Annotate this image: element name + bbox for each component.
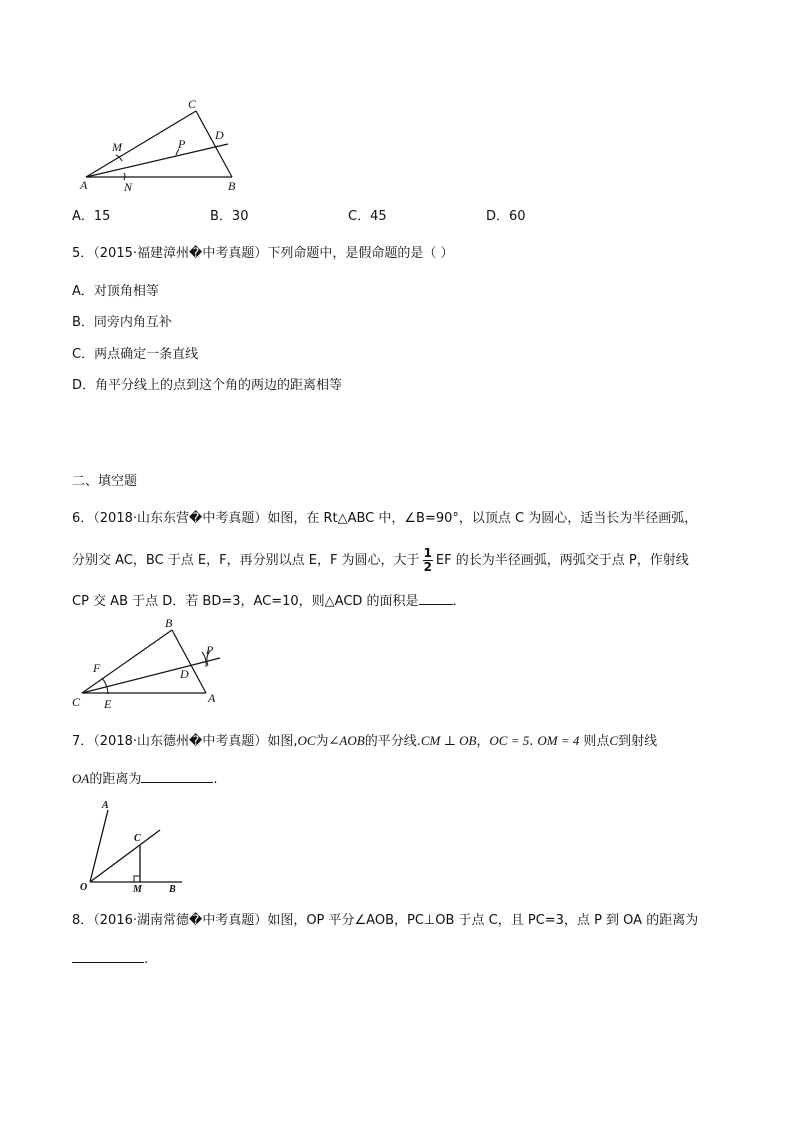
- q6-fraction-half: [423, 547, 433, 574]
- q4-label-M: M: [112, 140, 122, 154]
- q7-angle-AOB: ∠AOB: [328, 733, 365, 748]
- q8-answer-blank[interactable]: [72, 950, 144, 963]
- q7-C: C: [609, 733, 619, 748]
- q6-line2-end: EF 的长为半径画弧，两弧交于点 P，作射线: [435, 553, 689, 568]
- q6-label-F: F: [93, 661, 101, 675]
- q6-fraction-denominator: 2: [423, 560, 432, 574]
- q7-label-C: C: [134, 833, 141, 844]
- q4-label-D: D: [215, 128, 224, 142]
- q6-line3-text: CP 交 AB 于点 D．若 BD=3，AC=10，则△ACD 的面积是: [72, 594, 419, 609]
- q6-line1: 6．（2018·山东东营�中考真题）如图，在 Rt△ABC 中，∠B=90°，以顶点 C 为圆心，适当长为半径画弧，: [72, 511, 698, 526]
- q7-OM-eq: OM = 4: [537, 733, 580, 748]
- q4-label-C: C: [188, 97, 197, 111]
- q7-OC: OC: [297, 733, 316, 748]
- q6-label-D: D: [180, 667, 189, 681]
- q7-right-angle-mark: [134, 876, 140, 882]
- q6-label-B: B: [165, 616, 173, 630]
- section-title-fill-in: 二、填空题: [72, 474, 138, 489]
- q6-label-A: A: [208, 691, 216, 705]
- q7-OC-eq: OC = 5: [489, 733, 530, 748]
- q6-line2-start: 分别交 AC，BC 于点 E，F，再分别以点 E，F 为圆心，大于: [72, 553, 420, 568]
- q8-line1: 8．（2016·湖南常德�中考真题）如图，OP 平分∠AOB，PC⊥OB 于点 C，且 PC=3，点 P 到 OA 的距离为: [72, 913, 699, 928]
- q5-option-d: D．角平分线上的点到这个角的两边的距离相等: [72, 378, 343, 393]
- q6-label-C: C: [72, 695, 81, 709]
- q7-prefix: 7．（2018·山东德州�中考真题）如图,: [72, 734, 298, 749]
- q7-to-ray: 到射线: [618, 734, 658, 749]
- q4-label-P: P: [178, 137, 186, 151]
- q6-label-P: P: [206, 643, 214, 657]
- q5-option-b: B．同旁内角互补: [72, 315, 172, 330]
- q7-line1: [72, 732, 657, 751]
- q4-label-N: N: [124, 180, 133, 194]
- q4-option-d: D．60: [486, 209, 526, 224]
- q6-line3-end: ．: [452, 594, 466, 609]
- q7-dot: .: [529, 734, 534, 749]
- q7-label-A: A: [102, 800, 109, 811]
- q7-angle-figure: [74, 796, 186, 894]
- q7-bisector: 的平分线.: [364, 734, 421, 749]
- q7-label-O: O: [80, 882, 88, 893]
- q6-fraction-numerator: 1: [423, 546, 432, 560]
- q4-option-c: C．45: [348, 209, 387, 224]
- q7-end: .: [213, 772, 218, 787]
- q6-line2: [72, 546, 689, 576]
- q7-CM-perp-OB: CM ⊥ OB: [420, 733, 477, 748]
- q8-line2: [72, 950, 148, 969]
- q6-ray-CP: [82, 658, 220, 693]
- q4-label-B: B: [228, 179, 236, 193]
- q7-then: 则点: [583, 734, 610, 749]
- q7-distance: 的距离为: [89, 772, 142, 787]
- q6-arc-EF: [102, 678, 108, 694]
- q5-option-a: A．对顶角相等: [72, 284, 159, 299]
- q6-side-BA: [172, 630, 206, 693]
- q7-OA: OA: [72, 771, 90, 786]
- q6-label-E: E: [104, 697, 112, 710]
- q4-triangle-figure: [78, 97, 242, 195]
- q5-stem: 5．（2015·福建漳州�中考真题）下列命题中，是假命题的是（ ）: [72, 246, 454, 261]
- q7-comma: ，: [476, 734, 490, 749]
- q6-line3: [72, 592, 466, 611]
- q7-label-B: B: [169, 884, 176, 894]
- q7-is: 为: [315, 734, 329, 749]
- q5-option-c: C．两点确定一条直线: [72, 347, 199, 362]
- q8-end: .: [144, 952, 149, 967]
- q6-answer-blank[interactable]: [419, 592, 453, 605]
- q4-label-A: A: [80, 178, 88, 192]
- q7-label-M: M: [133, 884, 142, 894]
- q6-triangle-figure: [68, 614, 228, 710]
- q7-line2: [72, 770, 218, 789]
- q7-answer-blank[interactable]: [141, 770, 213, 783]
- q4-option-b: B．30: [210, 209, 249, 224]
- q4-option-a: A．15: [72, 209, 111, 224]
